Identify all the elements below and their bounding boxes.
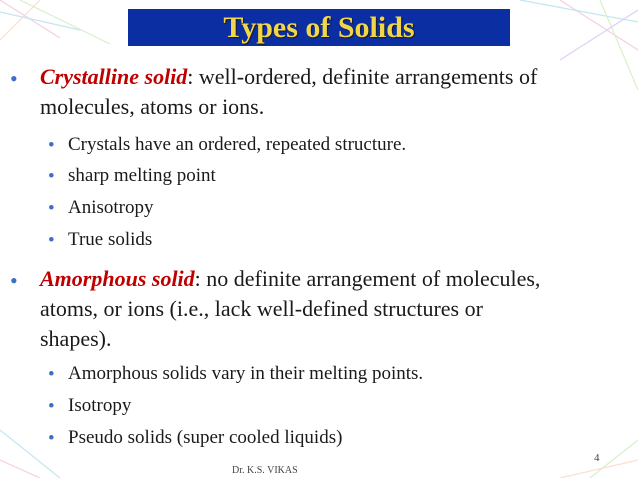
footer-author: Dr. K.S. VIKAS	[232, 465, 298, 476]
title-banner	[128, 9, 510, 46]
page-number: 4	[594, 452, 600, 464]
bullet-crystalline-point: •	[48, 166, 55, 187]
crystalline-point-2: sharp melting point	[68, 165, 216, 186]
bullet-amorphous-point: •	[48, 428, 55, 449]
crystalline-term: Crystalline solid	[40, 64, 188, 89]
bullet-amorphous-point: •	[48, 364, 55, 385]
amorphous-point-3: Pseudo solids (super cooled liquids)	[68, 427, 343, 448]
crystalline-point-3: Anisotropy	[68, 197, 154, 218]
amorphous-term: Amorphous solid	[40, 266, 195, 291]
bullet-crystalline-point: •	[48, 135, 55, 156]
amorphous-point-2: Isotropy	[68, 395, 132, 416]
crystalline-definition	[40, 64, 537, 90]
bullet-amorphous: •	[10, 268, 18, 293]
bullet-crystalline-point: •	[48, 230, 55, 251]
bullet-crystalline: •	[10, 66, 18, 91]
crystalline-point-1: Crystals have an ordered, repeated structure.	[68, 134, 407, 155]
amorphous-point-1: Amorphous solids vary in their melting points.	[68, 363, 424, 384]
amorphous-definition-text-1: : no definite arrangement of molecules,	[194, 266, 541, 291]
amorphous-definition-text-3: shapes).	[40, 326, 112, 351]
crystalline-definition-text-2: molecules, atoms or ions.	[40, 94, 265, 119]
amorphous-definition	[40, 266, 540, 292]
amorphous-definition-text-2: atoms, or ions (i.e., lack well-defined structures or	[40, 296, 483, 321]
bullet-amorphous-point: •	[48, 396, 55, 417]
crystalline-definition-text-1: : well-ordered, definite arrangements of	[187, 64, 538, 89]
crystalline-point-4: True solids	[68, 229, 153, 250]
slide-title: Types of Solids	[223, 10, 415, 44]
bullet-crystalline-point: •	[48, 198, 55, 219]
